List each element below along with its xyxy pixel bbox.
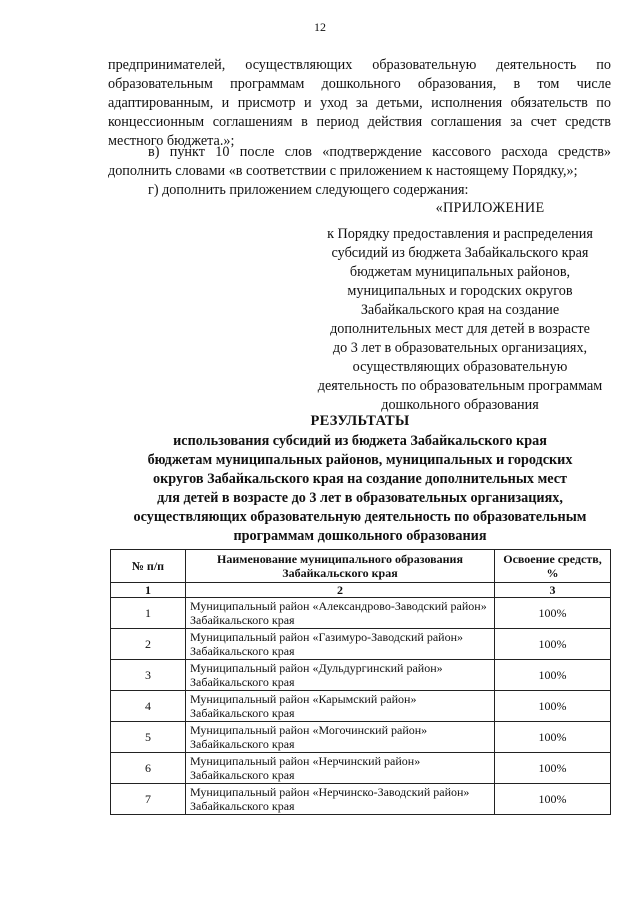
table-row — [111, 660, 611, 691]
paragraph-item-v — [108, 143, 611, 181]
page-number: 12 — [314, 20, 326, 34]
funds-used-value: 100% — [495, 722, 611, 753]
column-number-row — [111, 583, 611, 598]
text-line: концессионным соглашениям в период действия соглашения за счет средств — [108, 114, 611, 130]
row-number: 1 — [111, 598, 186, 629]
subtitle-line: использования субсидий из бюджета Забайкальского края — [173, 433, 547, 449]
subtitle-line: бюджетам муниципальных районов, муниципальных и городских — [147, 452, 573, 468]
results-subtitle — [110, 432, 610, 546]
appendix-line: субсидий из бюджета Забайкальского края — [331, 245, 589, 261]
results-table — [110, 549, 611, 815]
table-row — [111, 691, 611, 722]
column-header-municipality: Наименование муниципального образования Забайкальского края — [186, 550, 495, 583]
row-number: 3 — [111, 660, 186, 691]
table-row — [111, 722, 611, 753]
row-number: 7 — [111, 784, 186, 815]
municipality-name: Муниципальный район «Газимуро-Заводский район» Забайкальского края — [186, 629, 495, 660]
column-header-funds-used: Освоение средств, % — [495, 550, 611, 583]
row-number: 2 — [111, 629, 186, 660]
table-row — [111, 784, 611, 815]
column-number: 3 — [495, 583, 611, 598]
municipality-name: Муниципальный район «Нерчинский район» Забайкальского края — [186, 753, 495, 784]
municipality-name: Муниципальный район «Дульдургинский район» Забайкальского края — [186, 660, 495, 691]
text-line: образовательным программам дошкольного образования, в том числе — [108, 76, 611, 92]
table-row — [111, 598, 611, 629]
municipality-name: Муниципальный район «Карымский район» Забайкальского края — [186, 691, 495, 722]
text-line: дополнить словами «в соответствии с приложением к настоящему Порядку,»; — [108, 163, 578, 179]
table-header-row — [111, 550, 611, 583]
appendix-line: до 3 лет в образовательных организациях, — [332, 340, 588, 356]
paragraph-item-g: г) дополнить приложением следующего содержания: — [148, 182, 469, 198]
paragraph-continuation — [108, 56, 611, 151]
municipality-name: Муниципальный район «Александрово-Заводский район» Забайкальского края — [186, 598, 495, 629]
appendix-line: деятельность по образовательным программам — [317, 378, 603, 394]
funds-used-value: 100% — [495, 629, 611, 660]
funds-used-value: 100% — [495, 784, 611, 815]
appendix-line: бюджетам муниципальных районов, — [349, 264, 571, 280]
funds-used-value: 100% — [495, 753, 611, 784]
row-number: 6 — [111, 753, 186, 784]
row-number: 4 — [111, 691, 186, 722]
funds-used-value: 100% — [495, 660, 611, 691]
appendix-line: осуществляющих образовательную — [352, 359, 568, 375]
text-line: адаптированным, и присмотр и уход за детьми, исполнения обязательств по — [108, 95, 611, 111]
subtitle-line: осуществляющих образовательную деятельность по образовательным — [133, 509, 587, 525]
column-header-number: № п/п — [111, 550, 186, 583]
text-line: в) пункт 10 после слов «подтверждение кассового расхода средств» — [148, 144, 611, 160]
appendix-line: Забайкальского края на создание — [360, 302, 560, 318]
appendix-line: дополнительных мест для детей в возрасте — [330, 321, 590, 337]
appendix-line: муниципальных и городских округов — [347, 283, 573, 299]
appendix-reference — [300, 225, 620, 415]
table-row — [111, 629, 611, 660]
column-number: 1 — [111, 583, 186, 598]
subtitle-line: округов Забайкальского края на создание дополнительных мест — [153, 471, 567, 487]
municipality-name: Муниципальный район «Нерчинско-Заводский район» Забайкальского края — [186, 784, 495, 815]
table-row — [111, 753, 611, 784]
appendix-line: к Порядку предоставления и распределения — [327, 226, 593, 242]
appendix-line: дошкольного образования — [381, 397, 539, 413]
funds-used-value: 100% — [495, 691, 611, 722]
column-number: 2 — [186, 583, 495, 598]
funds-used-value: 100% — [495, 598, 611, 629]
results-title: РЕЗУЛЬТАТЫ — [310, 413, 410, 429]
subtitle-line: программам дошкольного образования — [233, 528, 487, 544]
text-line: предпринимателей, осуществляющих образовательную деятельность по — [108, 57, 611, 73]
text-line: местного бюджета.»; — [108, 133, 235, 149]
subtitle-line: для детей в возрасте до 3 лет в образовательных организациях, — [157, 490, 563, 506]
appendix-title: «ПРИЛОЖЕНИЕ — [435, 200, 545, 216]
row-number: 5 — [111, 722, 186, 753]
municipality-name: Муниципальный район «Могочинский район» Забайкальского края — [186, 722, 495, 753]
